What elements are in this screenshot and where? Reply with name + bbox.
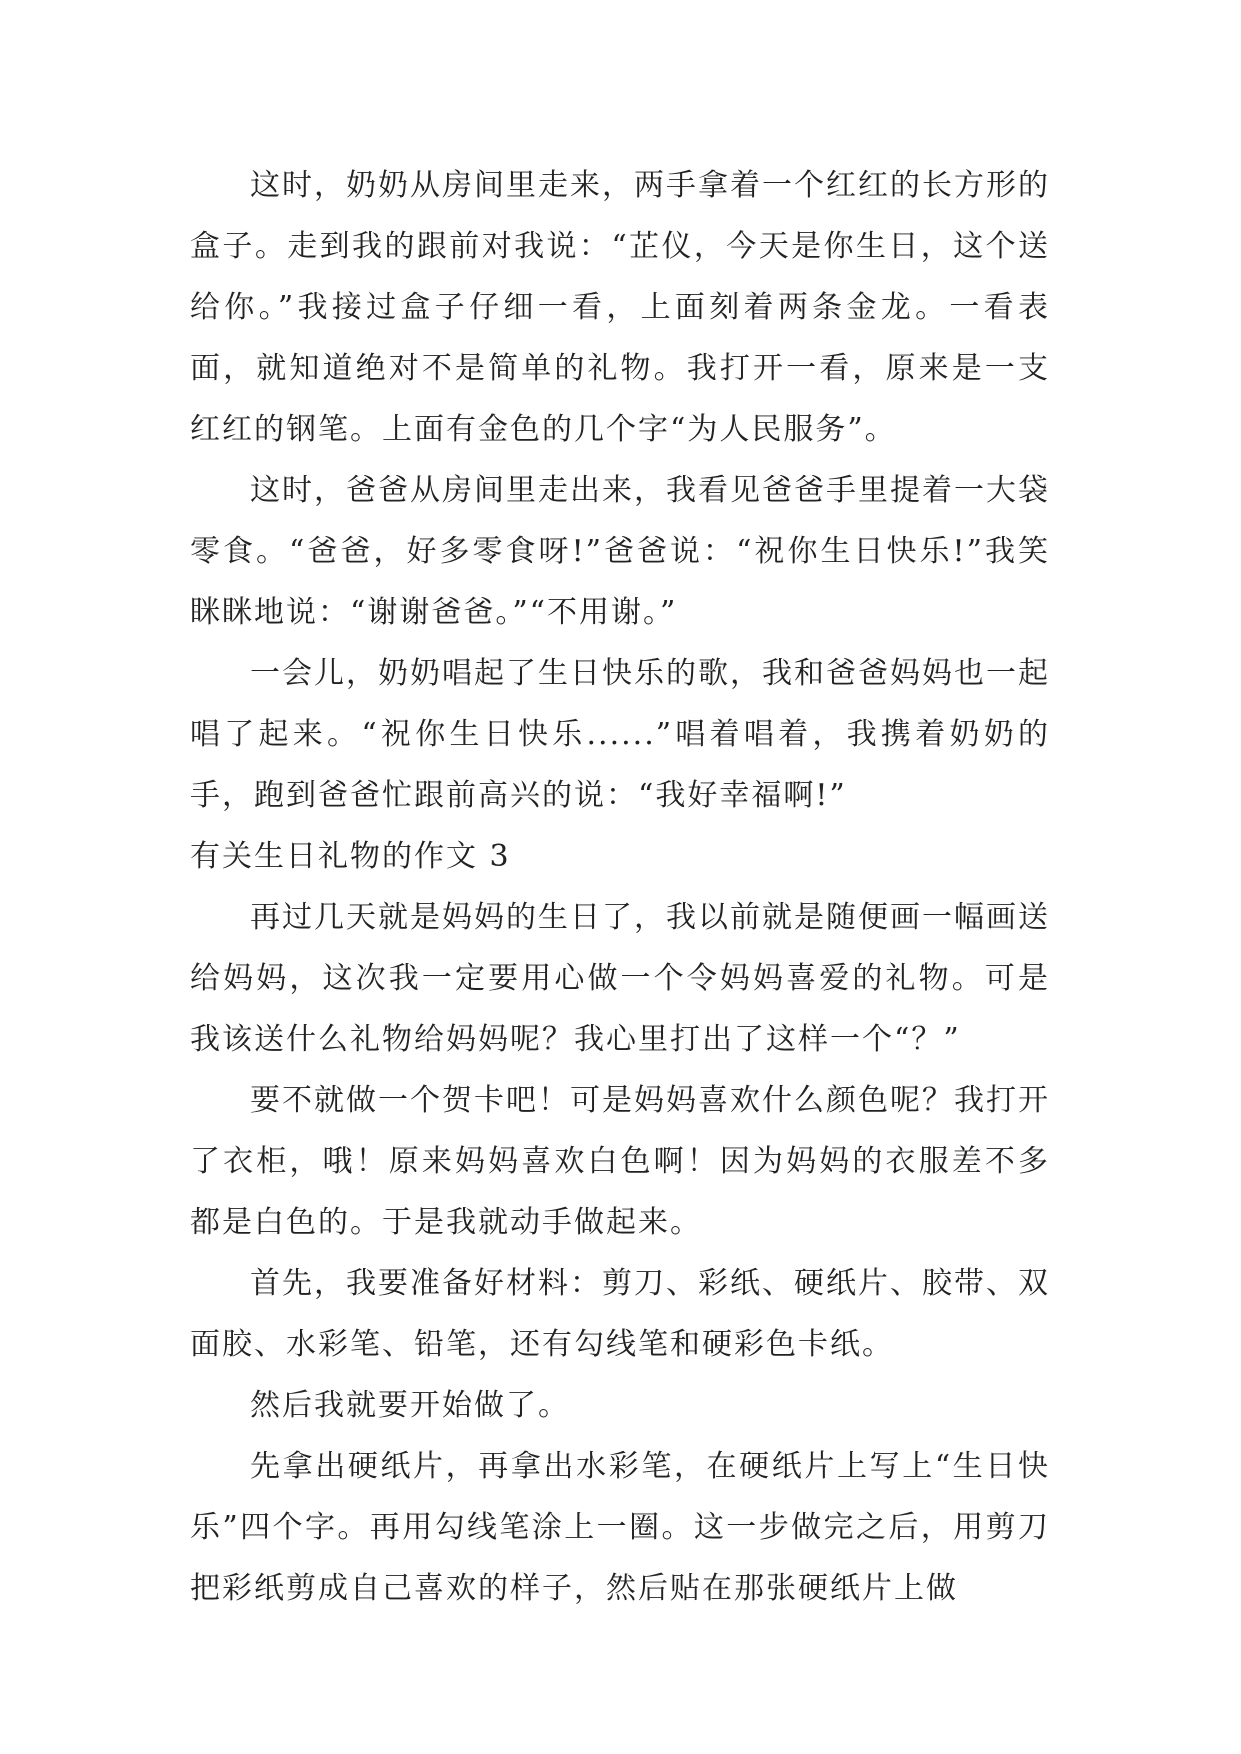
section-title: 有关生日礼物的作文 3	[190, 839, 511, 874]
paragraph: 首先，我要准备好材料：剪刀、彩纸、硬纸片、胶带、双面胶、水彩笔、铅笔，还有勾线笔和硬彩色卡纸。	[190, 1266, 1050, 1362]
document-body	[190, 155, 1050, 1619]
paragraph: 先拿出硬纸片，再拿出水彩笔，在硬纸片上写上“生日快乐”四个字。再用勾线笔涂上一圈。这一步做完之后，用剪刀把彩纸剪成自己喜欢的样子，然后贴在那张硬纸片上做	[190, 1449, 1050, 1606]
paragraph: 再过几天就是妈妈的生日了，我以前就是随便画一幅画送给妈妈，这次我一定要用心做一个令妈妈喜爱的礼物。可是我该送什么礼物给妈妈呢？我心里打出了这样一个“？”	[190, 900, 1050, 1057]
paragraph: 这时，爸爸从房间里走出来，我看见爸爸手里提着一大袋零食。“爸爸，好多零食呀!”爸爸说：“祝你生日快乐!”我笑眯眯地说：“谢谢爸爸。”“不用谢。”	[190, 473, 1050, 630]
paragraph: 一会儿，奶奶唱起了生日快乐的歌，我和爸爸妈妈也一起唱了起来。“祝你生日快乐......”唱着唱着，我携着奶奶的手，跑到爸爸忙跟前高兴的说：“我好幸福啊!”	[190, 656, 1050, 813]
paragraph: 这时，奶奶从房间里走来，两手拿着一个红红的长方形的盒子。走到我的跟前对我说：“芷仪，今天是你生日，这个送给你。”我接过盒子仔细一看，上面刻着两条金龙。一看表面，就知道绝对不是简单的礼物。我打开一看，原来是一支红红的钢笔。上面有金色的几个字“为人民服务”。	[190, 168, 1050, 447]
paragraph: 然后我就要开始做了。	[250, 1388, 570, 1423]
paragraph: 要不就做一个贺卡吧！可是妈妈喜欢什么颜色呢？我打开了衣柜，哦！原来妈妈喜欢白色啊！因为妈妈的衣服差不多都是白色的。于是我就动手做起来。	[190, 1083, 1050, 1240]
